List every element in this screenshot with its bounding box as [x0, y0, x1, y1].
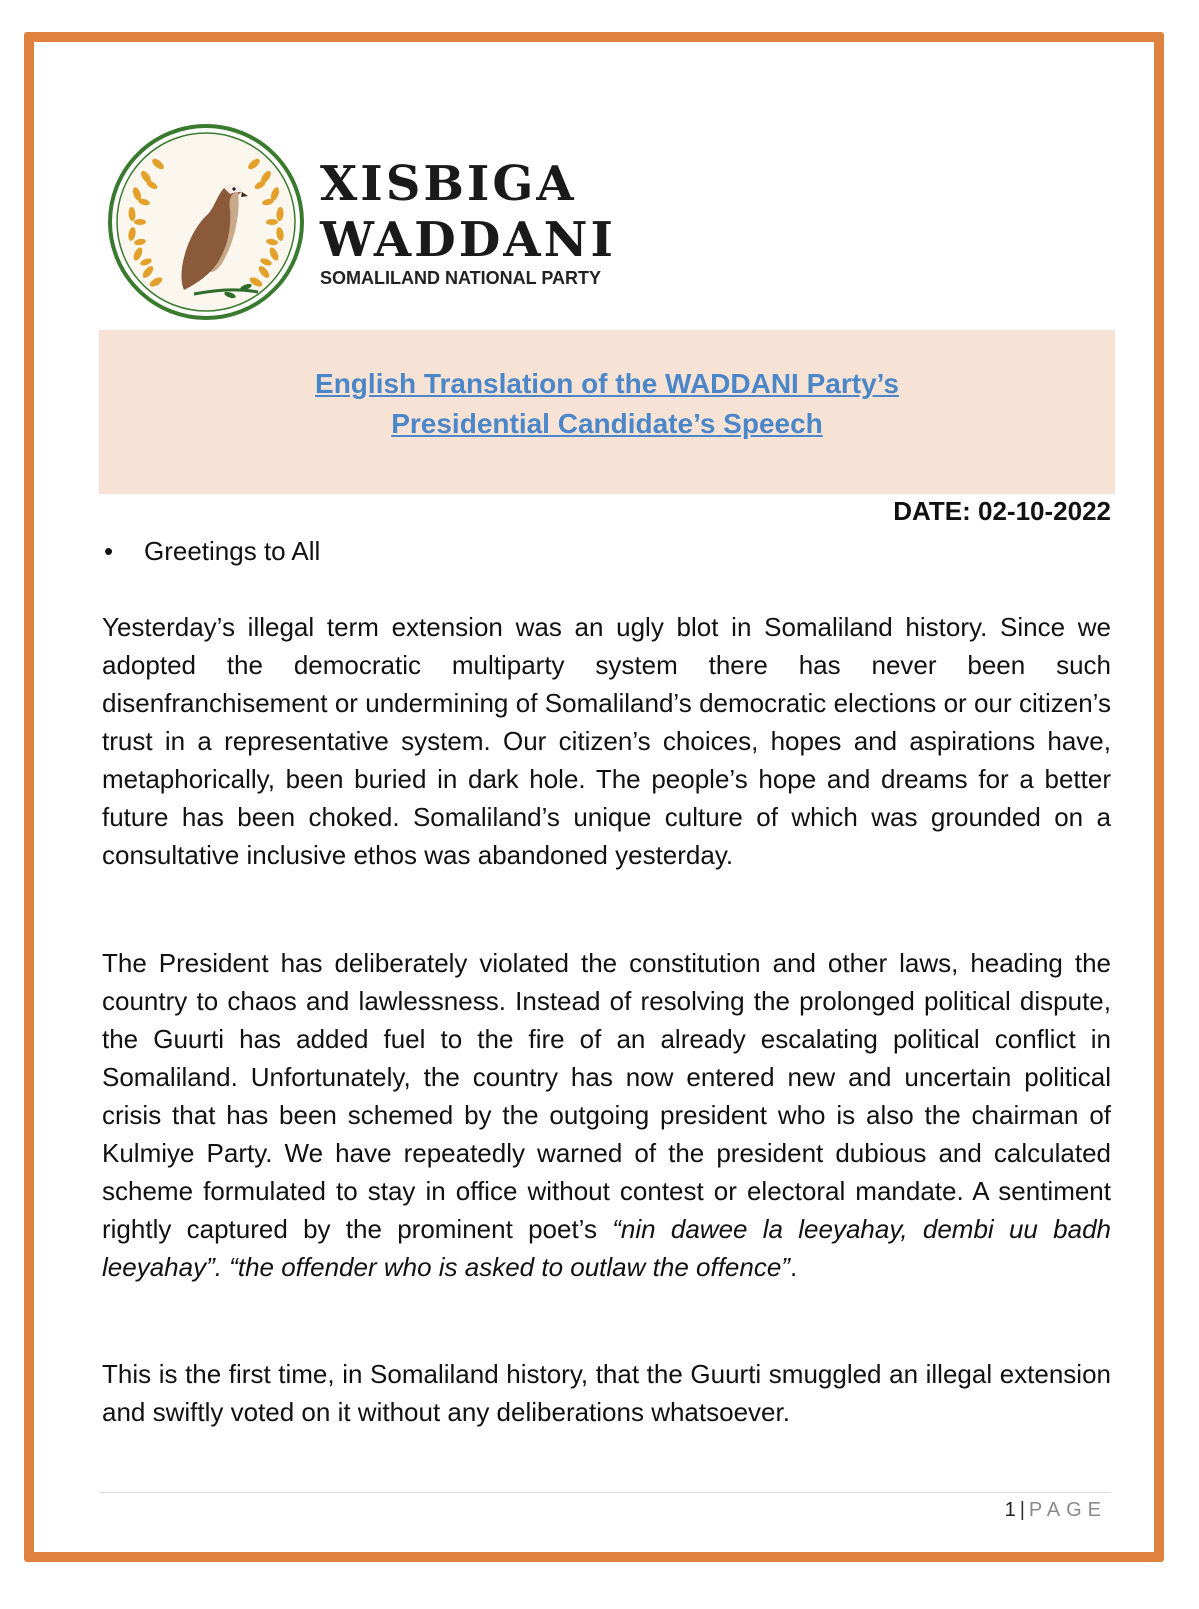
title-banner — [99, 330, 1115, 494]
party-name-line2: WADDANI — [320, 212, 616, 268]
paragraph-2-end: . — [789, 1252, 798, 1282]
document-title-line2[interactable]: Presidential Candidate’s Speech — [391, 408, 823, 439]
party-subtitle: SOMALILAND NATIONAL PARTY — [320, 268, 601, 288]
poet-quote: “nin dawee la leeyahay, dembi uu badh leeyahay”. “the offender who is asked to outlaw the offence” — [102, 1214, 1111, 1282]
bullet-icon: • — [104, 536, 114, 566]
party-logo-emblem — [106, 122, 306, 322]
paragraph-1: Yesterday’s illegal term extension was an ugly blot in Somaliland history. Since we adopted the democratic multiparty system there has never been such disenfranchisement or undermining of Somaliland’s democratic elections or our citizen’s trust in a representative system. Our citizen’s choices, hopes and aspirations have, metaphorically, been buried in dark hole. The people’s hope and dreams for a better future has been choked. Somaliland’s unique culture of which was grounded on a consultative inclusive ethos was abandoned yesterday. — [102, 612, 1111, 870]
paragraph-3: This is the first time, in Somaliland history, that the Guurti smuggled an illegal extension and swiftly voted on it without any deliberations whatsoever. — [102, 1359, 1111, 1427]
page-number: 1 — [1004, 1499, 1016, 1521]
page-footer — [1005, 1500, 1107, 1520]
greeting-text: Greetings to All — [144, 536, 321, 566]
page-label: PAGE — [1028, 1499, 1107, 1521]
document-title-line1[interactable]: English Translation of the WADDANI Party’s — [315, 368, 899, 399]
footer-divider — [99, 1492, 1111, 1493]
paragraph-2-text: The President has deliberately violated the constitution and other laws, heading the country to chaos and lawlessness. Instead of resolving the prolonged political dispute, the Guurti has added fuel to the fire of an already escalating political conflict in Somaliland. Unfortunately, the country has now entered new and uncertain political crisis that has been schemed by the outgoing president who is also the chairman of Kulmiye Party. We have repeatedly warned of the president dubious and calculated scheme formulated to stay in office without contest or electoral mandate. A sentiment rightly captured by the prominent poet’s — [102, 948, 1111, 1244]
footer-separator: | — [1019, 1499, 1025, 1521]
greeting-bullet — [104, 538, 320, 564]
document-date: DATE: 02-10-2022 — [893, 496, 1111, 526]
party-name-line1: XISBIGA — [320, 156, 577, 212]
paragraph-2 — [102, 944, 1111, 1286]
